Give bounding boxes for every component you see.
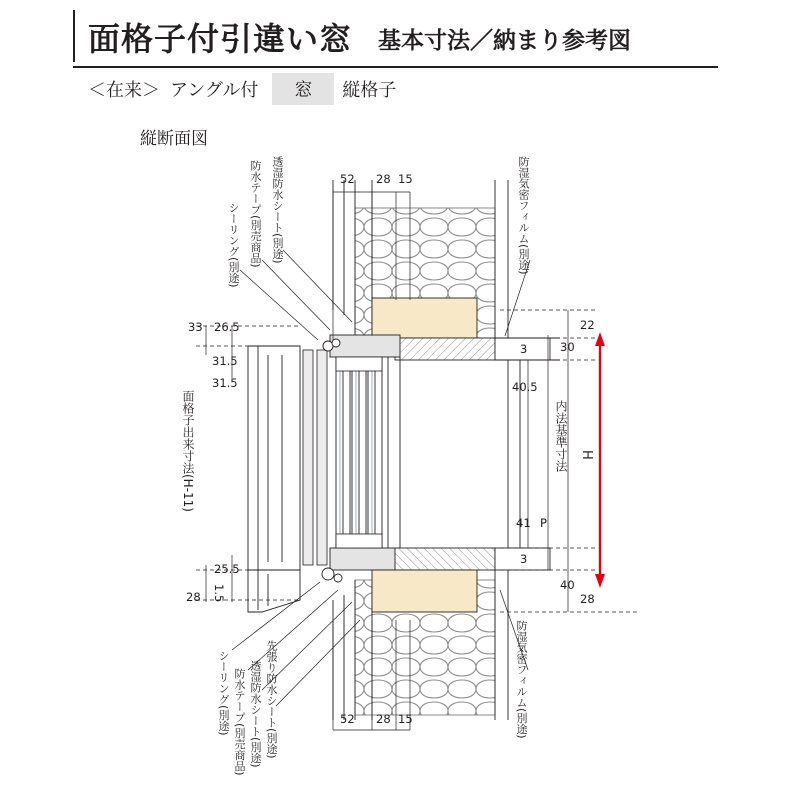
section-drawing bbox=[0, 150, 800, 790]
section-drawing-svg bbox=[0, 150, 800, 790]
left-dim-31-5-b: 31.5 bbox=[212, 376, 238, 390]
top-dim-52: 52 bbox=[340, 172, 355, 186]
callout-pre-waterproof-sheet-bottom: 先張り防水シート(別途) bbox=[265, 640, 278, 759]
callout-vapor-film-top: 防湿気密フィルム(別途) bbox=[517, 156, 530, 275]
right-dim-40-5: 40.5 bbox=[512, 380, 538, 394]
callout-vapor-film-bottom: 防湿気密フィルム(別途) bbox=[515, 620, 528, 739]
callout-breathable-sheet-bottom: 透湿防水シート(別途) bbox=[249, 660, 262, 768]
label-grid-projection: 面格子出来寸法(H-11) bbox=[181, 390, 195, 512]
header-divider bbox=[73, 66, 718, 68]
top-dim-28: 28 bbox=[376, 172, 391, 186]
left-dim-25-5: 25.5 bbox=[214, 562, 240, 576]
right-dim-22: 22 bbox=[580, 318, 595, 332]
bottom-dim-28: 28 bbox=[376, 712, 391, 726]
left-dim-31-5-a: 31.5 bbox=[212, 354, 238, 368]
page-subtitle: 基本寸法／納まり参考図 bbox=[378, 28, 631, 54]
left-dim-28: 28 bbox=[186, 590, 201, 604]
callout-sealing-top: シーリング(別途) bbox=[227, 202, 240, 288]
label-h-mark: H bbox=[579, 450, 594, 460]
right-dim-41: 41 bbox=[516, 516, 531, 530]
title-left-rule bbox=[73, 10, 75, 62]
bottom-dim-52: 52 bbox=[340, 712, 355, 726]
section-view-label: 縦断面図 bbox=[140, 129, 208, 149]
spec-angle: アングル付 bbox=[170, 80, 259, 101]
spec-method: ＜在来＞ bbox=[88, 80, 160, 101]
right-dim-p: P bbox=[540, 516, 547, 530]
right-dim-3-bottom: 3 bbox=[520, 552, 528, 566]
right-dim-28: 28 bbox=[580, 592, 595, 606]
left-dim-1-5: 1.5 bbox=[212, 584, 226, 603]
bottom-dim-15: 15 bbox=[398, 712, 413, 726]
label-inner-height: 内法基準寸法 bbox=[554, 400, 568, 472]
callout-breathable-sheet-top: 透湿防水シート(別途) bbox=[271, 156, 284, 264]
right-dim-40: 40 bbox=[560, 578, 575, 592]
top-dim-15: 15 bbox=[398, 172, 413, 186]
spec-grid: 縦格子 bbox=[342, 80, 397, 101]
spec-row bbox=[88, 76, 406, 102]
page-title: 面格子付引違い窓 bbox=[88, 20, 353, 58]
left-dim-33: 33 bbox=[188, 320, 203, 334]
spec-chip: 窓 bbox=[272, 73, 334, 105]
right-dim-30: 30 bbox=[560, 340, 575, 354]
right-dim-3-top: 3 bbox=[520, 342, 528, 356]
callout-waterproof-tape-bottom: 防水テープ(別売商品) bbox=[233, 668, 246, 776]
left-dim-26-5: 26.5 bbox=[214, 320, 240, 334]
callout-waterproof-tape-top: 防水テープ(別売商品) bbox=[249, 160, 262, 268]
callout-sealing-bottom: シーリング(別途) bbox=[217, 650, 230, 736]
